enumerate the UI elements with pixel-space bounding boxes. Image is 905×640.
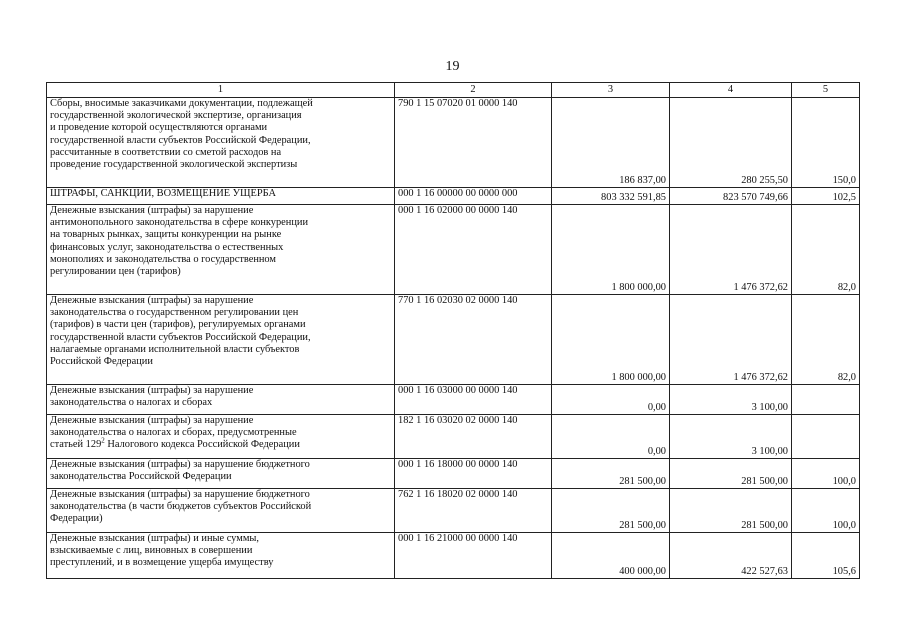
row-code: 182 1 16 03020 02 0000 140 — [395, 415, 552, 459]
row-value-col4: 422 527,63 — [670, 533, 792, 579]
row-value-col4: 281 500,00 — [670, 489, 792, 533]
table-row — [47, 98, 860, 188]
row-code: 000 1 16 21000 00 0000 140 — [395, 533, 552, 579]
row-code: 000 1 16 18000 00 0000 140 — [395, 459, 552, 489]
column-header: 4 — [670, 83, 792, 98]
row-value-col4: 281 500,00 — [670, 459, 792, 489]
table-row — [47, 205, 860, 295]
row-code: 000 1 16 00000 00 0000 000 — [395, 188, 552, 205]
page-number: 19 — [445, 59, 460, 74]
row-value-col4: 1 476 372,62 — [670, 295, 792, 385]
row-value-col3: 186 837,00 — [552, 98, 670, 188]
row-value-col3: 1 800 000,00 — [552, 205, 670, 295]
row-name — [47, 415, 395, 459]
table-header-row — [47, 83, 860, 98]
row-value-col4: 823 570 749,66 — [670, 188, 792, 205]
row-value-col5: 82,0 — [792, 205, 860, 295]
row-code: 000 1 16 03000 00 0000 140 — [395, 385, 552, 415]
row-name: Сборы, вносимые заказчиками документации, подлежащей государственной экологической экспертизе, организация и проведение которой осуществляются органами государственной власти субъектов Российской Федерации, рассчитанные в соответствии со сметой расходов на проведение государственной экологической экспертизы — [47, 98, 395, 188]
column-header: 2 — [395, 83, 552, 98]
row-value-col4: 1 476 372,62 — [670, 205, 792, 295]
row-value-col3: 281 500,00 — [552, 459, 670, 489]
row-value-col5 — [792, 415, 860, 459]
row-name: Денежные взыскания (штрафы) за нарушение бюджетного законодательства (в части бюджетов субъектов Российской Федерации) — [47, 489, 395, 533]
row-value-col4: 280 255,50 — [670, 98, 792, 188]
row-value-col5: 100,0 — [792, 489, 860, 533]
row-value-col3: 281 500,00 — [552, 489, 670, 533]
row-value-col5: 105,6 — [792, 533, 860, 579]
table-row — [47, 385, 860, 415]
table-row — [47, 459, 860, 489]
row-name: ШТРАФЫ, САНКЦИИ, ВОЗМЕЩЕНИЕ УЩЕРБА — [47, 188, 395, 205]
row-value-col4: 3 100,00 — [670, 415, 792, 459]
row-code: 770 1 16 02030 02 0000 140 — [395, 295, 552, 385]
row-code: 790 1 15 07020 01 0000 140 — [395, 98, 552, 188]
row-value-col5 — [792, 385, 860, 415]
row-value-col3: 400 000,00 — [552, 533, 670, 579]
row-value-col3: 803 332 591,85 — [552, 188, 670, 205]
row-value-col5: 150,0 — [792, 98, 860, 188]
column-header: 5 — [792, 83, 860, 98]
row-value-col3: 0,00 — [552, 415, 670, 459]
table-row — [47, 188, 860, 205]
row-code: 762 1 16 18020 02 0000 140 — [395, 489, 552, 533]
table-row — [47, 415, 860, 459]
row-name: Денежные взыскания (штрафы) за нарушение законодательства о государственном регулировании цен (тарифов) в части цен (тарифов), регулируемых органами государственной власти субъектов Российской Федерации, налагаемые органами исполнительной власти субъектов Российской Федерации — [47, 295, 395, 385]
table-row — [47, 295, 860, 385]
revenue-table — [46, 82, 860, 579]
row-code: 000 1 16 02000 00 0000 140 — [395, 205, 552, 295]
table-row — [47, 489, 860, 533]
row-name: Денежные взыскания (штрафы) за нарушение законодательства о налогах и сборах — [47, 385, 395, 415]
row-value-col3: 0,00 — [552, 385, 670, 415]
row-value-col5: 82,0 — [792, 295, 860, 385]
table-row — [47, 533, 860, 579]
row-name: Денежные взыскания (штрафы) за нарушение бюджетного законодательства Российской Федерации — [47, 459, 395, 489]
row-name-text: Денежные взыскания (штрафы) за нарушение законодательства о налогах и сборах, предусмотренные статьей 129 — [50, 415, 297, 451]
row-value-col4: 3 100,00 — [670, 385, 792, 415]
row-value-col5: 100,0 — [792, 459, 860, 489]
column-header: 3 — [552, 83, 670, 98]
superscript: 2 — [101, 436, 105, 445]
row-name: Денежные взыскания (штрафы) за нарушение антимонопольного законодательства в сфере конкуренции на товарных рынках, защиты конкуренции на рынке финансовых услуг, законодательства о естественных монополиях и законодательства о государственном регулировании цен (тарифов) — [47, 205, 395, 295]
row-value-col3: 1 800 000,00 — [552, 295, 670, 385]
row-name: Денежные взыскания (штрафы) и иные суммы, взыскиваемые с лиц, виновных в совершении преступлений, и в возмещение ущерба имуществу — [47, 533, 395, 579]
row-name-text-end: Налогового кодекса Российской Федерации — [104, 439, 300, 451]
column-header: 1 — [47, 83, 395, 98]
row-value-col5: 102,5 — [792, 188, 860, 205]
